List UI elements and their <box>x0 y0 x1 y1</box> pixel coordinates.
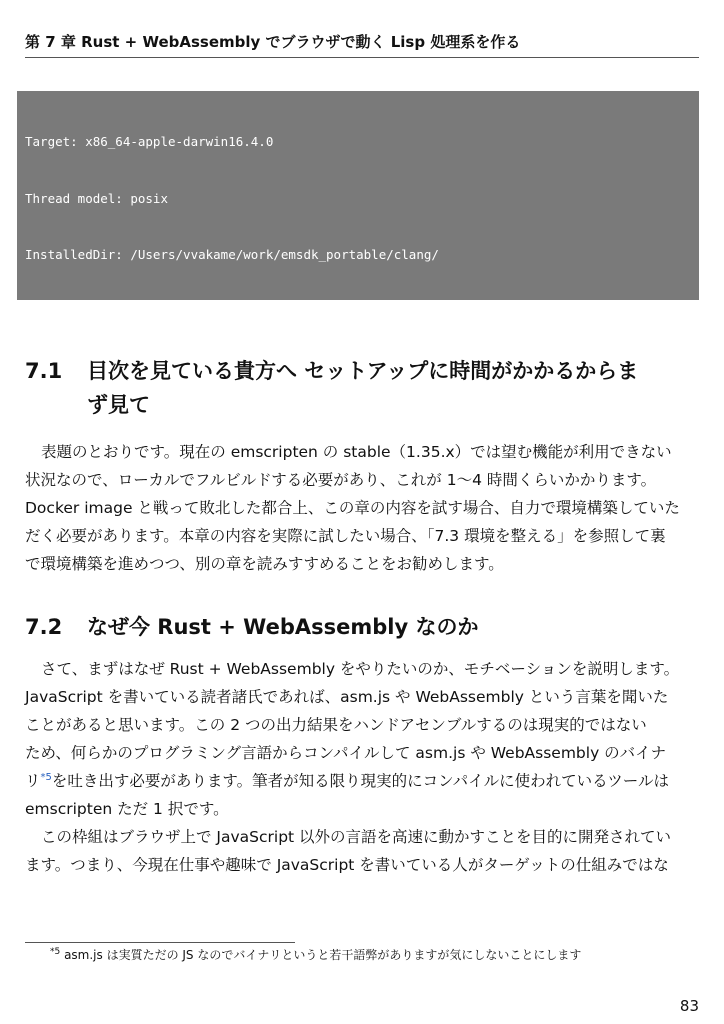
footnote <box>50 945 581 965</box>
text-run: を吐き出す必要があります。筆者が知る限り現実的にコンパイルに使われているツールは <box>51 772 669 790</box>
paragraph-line: Docker image と戦って敗北した都合上、この章の内容を試す場合、自力で環境構築していた <box>25 499 680 517</box>
paragraph-line: 状況なので、ローカルでフルビルドする必要があり、これが 1〜4 時間くらいかかります。 <box>25 471 657 489</box>
footnote-reference-link[interactable]: *5 <box>40 771 52 783</box>
section-title-line: 目次を見ている貴方へ セットアップに時間がかかるからま <box>87 359 639 383</box>
footnote-text: asm.js は実質ただの JS なのでバイナリというと若干語弊がありますが気にしないことにします <box>64 948 582 962</box>
section-title: なぜ今 Rust + WebAssembly なのか <box>87 615 479 639</box>
section-title <box>87 354 699 422</box>
paragraph-line: ことがあると思います。この 2 つの出力結果をハンドアセンブルするのは現実的ではない <box>25 716 647 734</box>
paragraph-line: emscripten ただ 1 択です。 <box>25 800 229 818</box>
paragraph-line: だく必要があります。本章の内容を実際に試したい場合、「7.3 環境を整える」を参照して裏 <box>25 527 666 545</box>
paragraph-line: ため、何らかのプログラミング言語からコンパイルして asm.js や WebAssembly のバイナ <box>25 744 667 762</box>
header-rule <box>25 57 699 58</box>
paragraph-line: JavaScript を書いている読者諸氏であれば、asm.js や WebAssembly という言葉を聞いた <box>25 688 669 706</box>
paragraph-line: ます。つまり、今現在仕事や趣味で JavaScript を書いている人がターゲットの仕組みではな <box>25 856 669 874</box>
code-line: Thread model: posix <box>25 190 168 206</box>
paragraph-line: さて、まずはなぜ Rust + WebAssembly をやりたいのか、モチベーションを説明します。 <box>41 660 680 678</box>
code-line: Target: x86_64-apple-darwin16.4.0 <box>25 134 274 150</box>
section-number: 7.1 <box>25 359 63 383</box>
code-line: InstalledDir: /Users/vvakame/work/emsdk_portable/clang/ <box>25 246 439 262</box>
text-run: リ <box>25 772 41 790</box>
paragraph-line <box>25 768 669 794</box>
section-heading-7-2 <box>25 610 705 644</box>
page-number: 83 <box>679 997 699 1015</box>
footnote-mark: *5 <box>50 947 61 957</box>
section-number: 7.2 <box>25 615 63 639</box>
paragraph-line: で環境構築を進めつつ、別の章を読みすすめることをお勧めします。 <box>25 555 504 573</box>
section-heading-7-1 <box>25 354 705 422</box>
code-block <box>17 91 699 300</box>
section-title-line: ず見て <box>87 393 150 417</box>
running-header: 第 7 章 Rust + WebAssembly でブラウザで動く Lisp 処理系を作る <box>25 33 521 51</box>
paragraph-line: 表題のとおりです。現在の emscripten の stable（1.35.x）では望む機能が利用できない <box>41 443 672 461</box>
paragraph-line: この枠組はブラウザ上で JavaScript 以外の言語を高速に動かすことを目的に開発されてい <box>41 828 672 846</box>
footnote-rule <box>25 942 295 943</box>
